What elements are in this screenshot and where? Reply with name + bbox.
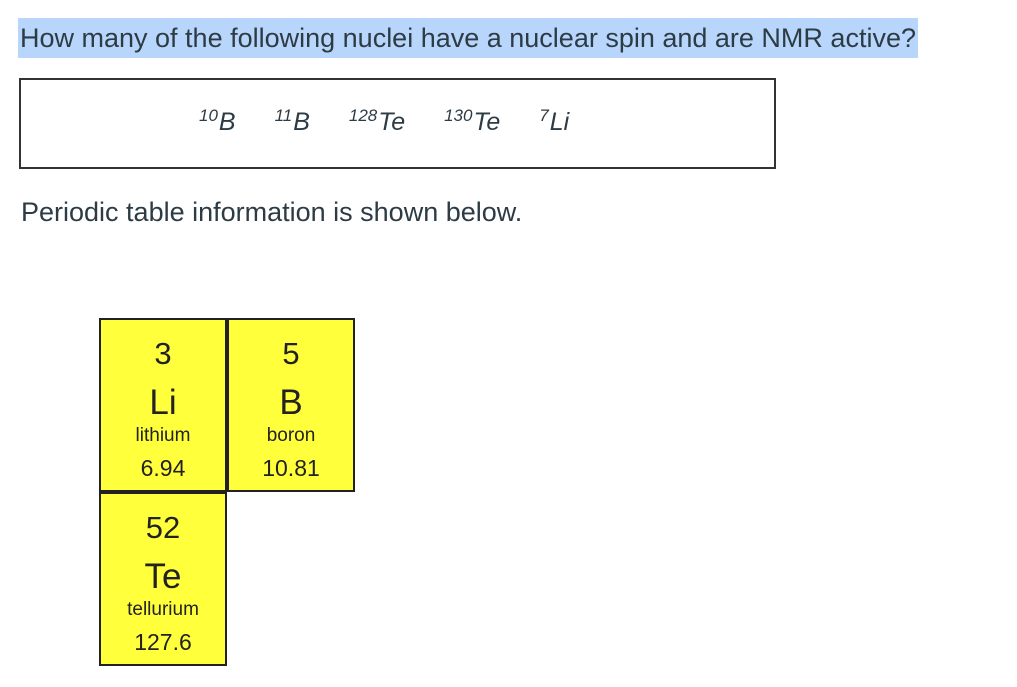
nuclei-list (199, 106, 601, 137)
mass-number: 10 (199, 106, 218, 125)
element-cell-lithium (99, 318, 227, 492)
element-symbol: Te (144, 557, 182, 596)
element-symbol: Te (378, 108, 406, 136)
atomic-number: 3 (154, 336, 172, 371)
nuclide-b10 (199, 106, 236, 137)
element-cell-boron (227, 318, 355, 492)
question-text: How many of the following nuclei have a nuclear spin and are NMR active? (18, 18, 918, 58)
mass-number: 130 (444, 106, 473, 125)
atomic-number: 52 (145, 510, 181, 545)
atomic-mass: 10.81 (262, 455, 320, 481)
element-name: boron (266, 425, 316, 446)
mass-number: 128 (348, 106, 378, 125)
element-symbol: B (279, 383, 303, 422)
nuclide-te128 (349, 106, 405, 137)
element-name: lithium (135, 425, 191, 446)
atomic-mass: 6.94 (140, 455, 186, 481)
atomic-number: 5 (282, 336, 300, 371)
periodic-table-excerpt (99, 318, 357, 666)
element-cell-tellurium (99, 492, 227, 666)
nuclide-li7 (539, 106, 569, 137)
nuclei-list-box (19, 78, 776, 169)
element-name: tellurium (127, 599, 199, 620)
element-symbol: Te (473, 108, 501, 136)
element-symbol: B (293, 108, 310, 136)
element-symbol: B (218, 108, 236, 136)
mass-number: 11 (274, 106, 293, 125)
mass-number: 7 (539, 106, 549, 125)
nuclide-b11 (275, 106, 310, 137)
element-symbol: Li (149, 383, 177, 422)
element-symbol: Li (549, 108, 570, 136)
atomic-mass: 127.6 (134, 629, 192, 655)
info-text: Periodic table information is shown below. (21, 197, 523, 227)
nuclide-te130 (444, 106, 500, 137)
